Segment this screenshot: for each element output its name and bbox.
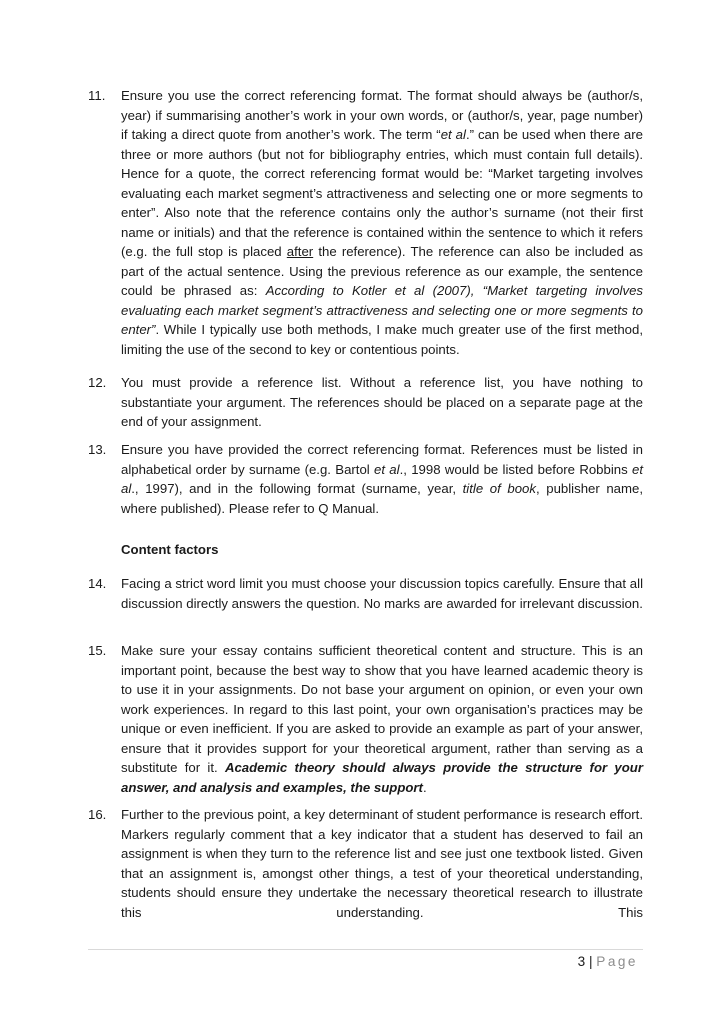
section-heading: Content factors: [121, 542, 219, 557]
item-number: 11.: [88, 88, 106, 103]
item-number: 15.: [88, 643, 107, 658]
item-text: [121, 805, 643, 922]
list-item-11: [88, 86, 643, 359]
text-run-italic: According to Kotler et al (2007), “Market targeting involves evaluating each market segment’s attractiveness and selecting one or more segments to enter”: [121, 283, 643, 337]
text-run-bold-italic: Academic theory should always provide the structure for your answer, and analysis and examples, the support: [121, 760, 643, 795]
text-run: ., 1998 would be listed before Robbins: [399, 461, 632, 477]
text-run: You must provide a reference list. Without a reference list, you have nothing to substantiate your argument. The references should be placed on a separate page at the end of your assignment.: [121, 375, 643, 429]
footer-divider: [88, 949, 643, 950]
list-item-14: [88, 574, 643, 613]
text-run-italic: et al: [440, 127, 466, 142]
item-text: [121, 373, 643, 432]
text-run-italic: et al: [374, 461, 400, 477]
text-run: ., 1997), and in the following format (surname, year,: [131, 481, 463, 496]
item-text: [121, 641, 643, 797]
item-number: 16.: [88, 807, 107, 822]
text-run: the reference). The reference can also be included as part of the actual sentence. Using the previous reference as our example, the sentence could be phrased as:: [121, 244, 644, 298]
text-run: Make sure your essay contains sufficient theoretical content and structure. This is an important point, because the best way to show that you have learned academic theory is to use it in your assignments. Do not base your argument on opinion, or even your own work experiences. In regard to this last point, your own organisation’s practices may be unique or even inefficient. If you are asked to provide an example as part of your answer, ensure that it provides support for your theoretical argument, rather than serving as a substitute for it.: [121, 643, 643, 775]
page-footer: [578, 952, 638, 972]
text-run: Further to the previous point, a key determinant of student performance is research effort. Markers regularly comment that a key indicator that a student has deserved to fail an assignment is when they turn to the reference list and see just one textbook listed. Given that an assignment is, amongst other things, a test of your theoretical understanding, students should ensure they undertake the necessary theoretical research to illustrate this understanding. This: [121, 807, 643, 920]
text-run-underlined: after: [286, 244, 314, 259]
text-run: Facing a strict word limit you must choose your discussion topics carefully. Ensure that all discussion directly answers the question. No marks are awarded for irrelevant discussion.: [121, 576, 643, 611]
list-item-13: [88, 440, 643, 518]
item-text: [121, 574, 643, 613]
page-number: 3: [577, 954, 586, 969]
text-run: Ensure you use the correct referencing format. The format should always be (author/s, year) if summarising another’s work in your own words, or (author/s, year, page number) if taking a direct quote from another’s work. The term “: [121, 88, 643, 142]
item-text: [121, 440, 643, 518]
list-item-12: [88, 373, 643, 432]
item-number: 13.: [88, 442, 107, 457]
item-number: 12.: [88, 375, 107, 390]
text-run: .” can be used when there are three or more authors (but not for bibliography entries, which must contain full details). Hence for a quote, the correct referencing format would be: “Market targeting involves evaluating each market segment’s attractiveness and selecting one or more segments to enter”. Also note that the reference contains only the author’s surname (not their first name or initials) and that the reference is contained within the sentence to which it refers (e.g. the full stop is placed: [121, 127, 643, 259]
text-run: . While I typically use both methods, I make much greater use of the first method, limiting the use of the second to key or contentious points.: [121, 322, 643, 357]
list-item-15: [88, 641, 643, 797]
footer-separator: |: [588, 954, 593, 969]
page-label: Page: [596, 954, 638, 969]
text-run-italic: et al: [121, 461, 643, 496]
item-number: 14.: [88, 576, 107, 591]
item-text: [121, 86, 643, 359]
list-item-16: [88, 805, 643, 922]
text-run-italic: title of book: [462, 481, 536, 496]
text-run: .: [422, 779, 427, 795]
text-run: , publisher name, where published). Please refer to Q Manual.: [121, 481, 644, 516]
text-run: Ensure you have provided the correct referencing format. References must be listed in alphabetical order by surname (e.g. Bartol: [121, 442, 643, 477]
